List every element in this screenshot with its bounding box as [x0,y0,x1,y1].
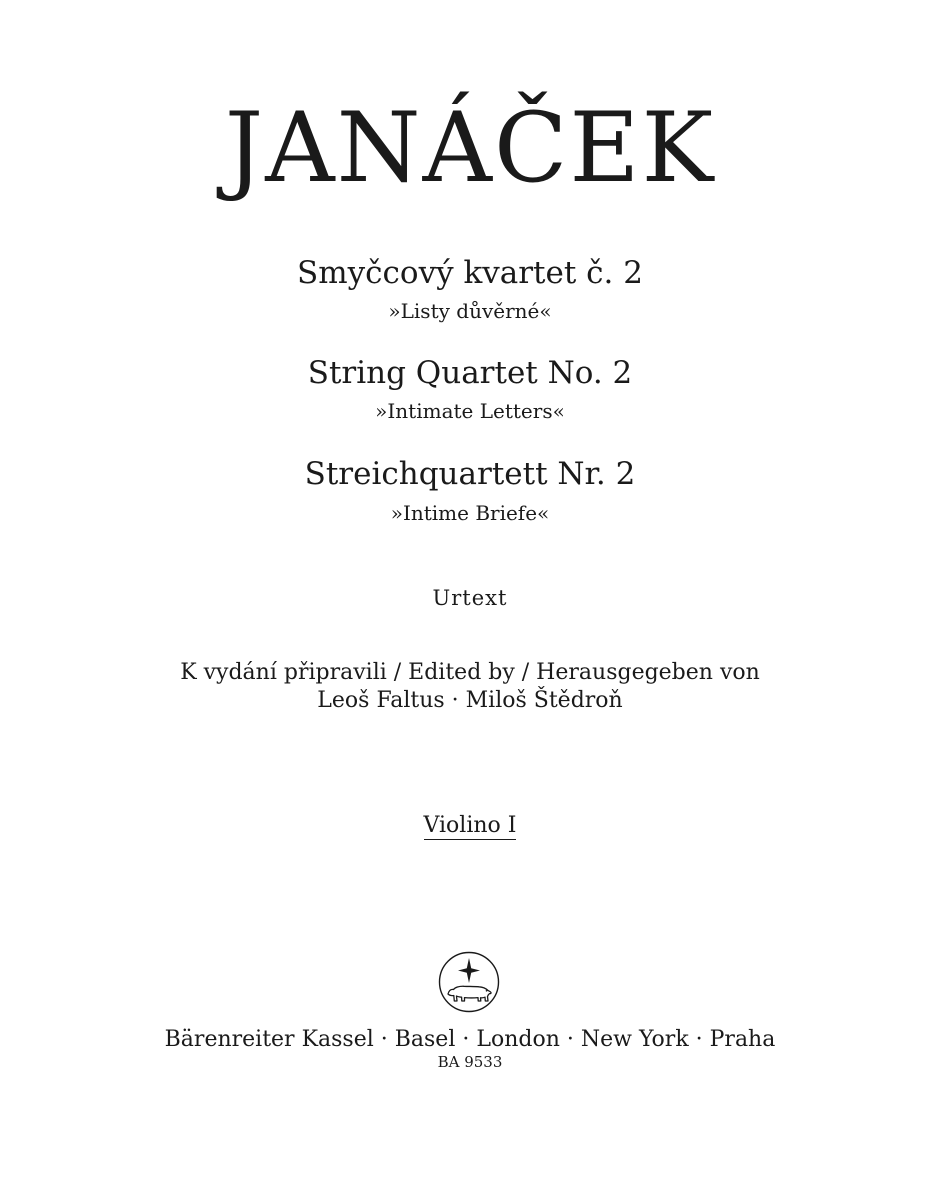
barenreiter-bear-star-logo-icon [438,951,500,1013]
instrument-name: Violino I [423,813,517,838]
editors-names: Leoš Faltus · Miloš Štědroň [317,688,623,713]
title-german: Streichquartett Nr. 2 [304,456,636,492]
instrument-block [0,815,940,840]
edition-label: Urtext [432,586,508,610]
editors-label: K vydání připravili / Edited by / Herausgegeben von [180,660,760,685]
catalog-number: BA 9533 [437,1053,503,1071]
title-czech: Smyčcový kvartet č. 2 [297,255,643,291]
subtitle-czech: »Listy důvěrné« [388,299,552,323]
subtitle-german: »Intime Briefe« [390,501,550,525]
subtitle-english: »Intimate Letters« [375,399,565,423]
title-english: String Quartet No. 2 [307,355,633,391]
composer-name: JANÁČEK [224,92,716,204]
publisher-cities: Bärenreiter Kassel · Basel · London · New York · Praha [164,1027,776,1052]
